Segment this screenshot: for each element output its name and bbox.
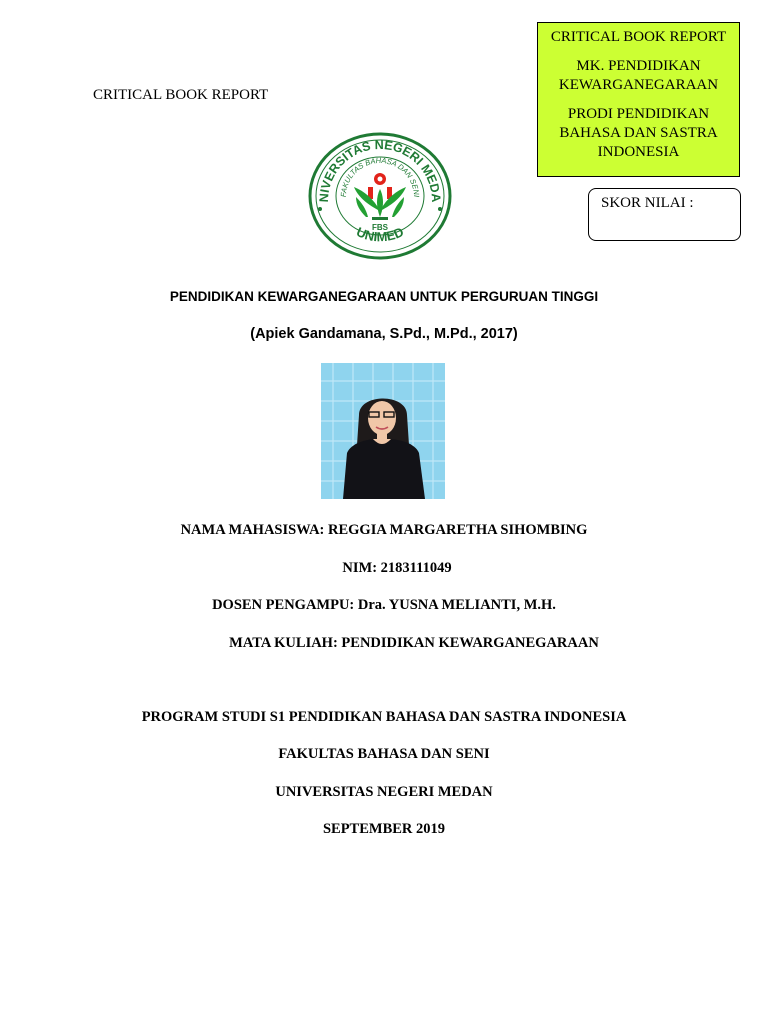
book-author: (Apiek Gandamana, S.Pd., M.Pd., 2017) (250, 326, 518, 342)
score-label: SKOR NILAI : (601, 195, 694, 211)
logo-ring-text-inner: FAKULTAS BAHASA DAN SENI (338, 155, 422, 198)
program-line: PROGRAM STUDI S1 PENDIDIKAN BAHASA DAN SASTRA INDONESIA (141, 709, 627, 725)
student-name-line: NAMA MAHASISWA: REGGIA MARGARETHA SIHOMBING (180, 522, 588, 538)
logo-ring-text-bottom: UNIMED (354, 224, 406, 245)
logo-fbs-badge: FBS (372, 223, 388, 232)
faculty-line: FAKULTAS BAHASA DAN SENI (278, 746, 490, 762)
university-line: UNIVERSITAS NEGERI MEDAN (275, 784, 493, 800)
box-line-course: MK. PENDIDIKAN KEWARGANEGARAAN (558, 58, 719, 93)
student-photo (321, 363, 445, 499)
box-line-program: PRODI PENDIDIKAN BAHASA DAN SASTRA INDONESIA (559, 106, 718, 160)
box-line-report: CRITICAL BOOK REPORT (550, 29, 727, 45)
lecturer-line: DOSEN PENGAMPU: Dra. YUSNA MELIANTI, M.H. (212, 597, 556, 613)
unimed-logo (306, 131, 454, 261)
cover-left-title: CRITICAL BOOK REPORT (93, 87, 269, 103)
student-nim-line: NIM: 2183111049 (342, 560, 452, 576)
score-box (588, 188, 741, 241)
logo-ring-text-top: NIVERSITAS NEGERI MEDA (316, 137, 444, 203)
date-line: SEPTEMBER 2019 (322, 821, 446, 837)
report-info-box (537, 22, 740, 177)
course-line: MATA KULIAH: PENDIDIKAN KEWARGANEGARAAN (229, 635, 599, 651)
book-title: PENDIDIKAN KEWARGANEGARAAN UNTUK PERGURUAN TINGGI (169, 289, 599, 304)
